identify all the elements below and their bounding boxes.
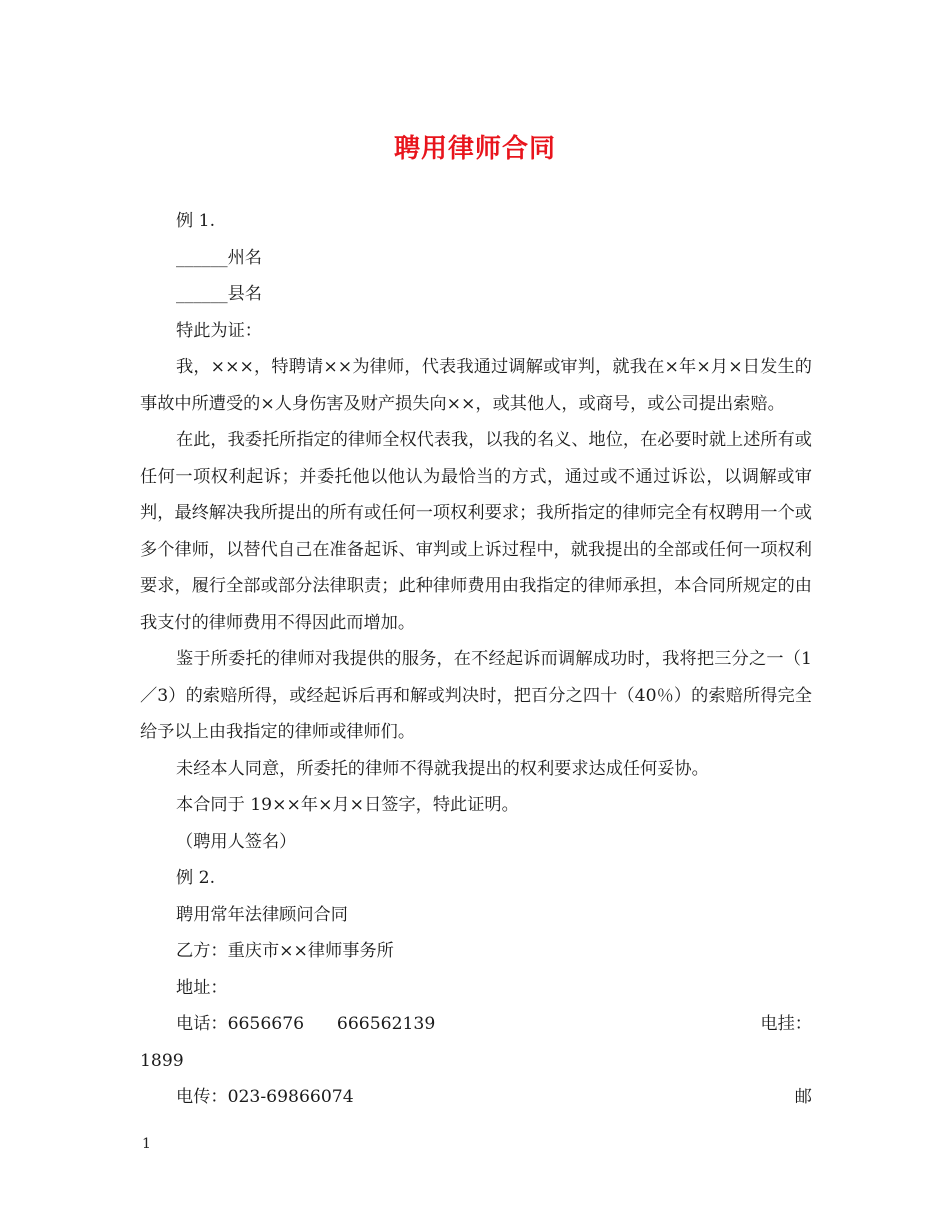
document-body	[140, 203, 812, 1116]
paragraph-address: 地址：	[176, 977, 228, 998]
document-title: 聘用律师合同	[393, 134, 556, 164]
paragraph-counsel-contract: 聘用常年法律顾问合同	[176, 904, 348, 925]
fax-row	[140, 1079, 812, 1116]
paragraph-appointment: 我，×××，特聘请××为律师，代表我通过调解或审判，就我在×年×月×日发生的事故中所遭受的×人身伤害及财产损失向××，或其他人，或商号，或公司提出索赔。	[140, 357, 812, 414]
paragraph-example-2: 例 2.	[176, 868, 216, 888]
paragraph-example-1: 例 1.	[176, 211, 216, 231]
page-number: 1	[142, 1136, 151, 1152]
phone-row	[140, 1006, 812, 1043]
fax-number: 电传：023-69866074	[176, 1087, 354, 1107]
postal-label: 邮	[794, 1087, 812, 1107]
telegraph-number: 1899	[140, 1050, 184, 1071]
paragraph-state-name: ______州名	[176, 247, 262, 268]
paragraph-signing-date: 本合同于 19××年×月×日签字，特此证明。	[176, 795, 519, 815]
paragraph-party-b: 乙方：重庆市××律师事务所	[176, 941, 394, 961]
paragraph-signature: （聘用人签名）	[176, 831, 297, 852]
paragraph-witness: 特此为证：	[176, 320, 262, 341]
paragraph-authorization: 在此，我委托所指定的律师全权代表我，以我的名义、地位，在必要时就上述所有或任何一项权利起诉；并委托他以他认为最恰当的方式，通过或不通过诉讼，以调解或审判，最终解决我所提出的所有或任何一项权利要求；我所指定的律师完全有权聘用一个或多个律师，以替代自己在准备起诉、审判或上诉过程中，就我提出的全部或任何一项权利要求，履行全部或部分法律职责；此种律师费用由我指定的律师承担，本合同所规定的由我支付的律师费用不得因此而增加。	[140, 430, 812, 633]
phone-numbers: 电话：6656676 666562139	[176, 1014, 436, 1034]
paragraph-fees: 鉴于所委托的律师对我提供的服务，在不经起诉而调解成功时，我将把三分之一（1／3）的索赔所得，或经起诉后再和解或判决时，把百分之四十（40％）的索赔所得完全给予以上由我指定的律师或律师们。	[140, 649, 812, 742]
paragraph-consent: 未经本人同意，所委托的律师不得就我提出的权利要求达成任何妥协。	[176, 758, 709, 779]
paragraph-county-name: ______县名	[176, 284, 262, 304]
telegraph-label: 电挂：	[760, 1014, 812, 1034]
